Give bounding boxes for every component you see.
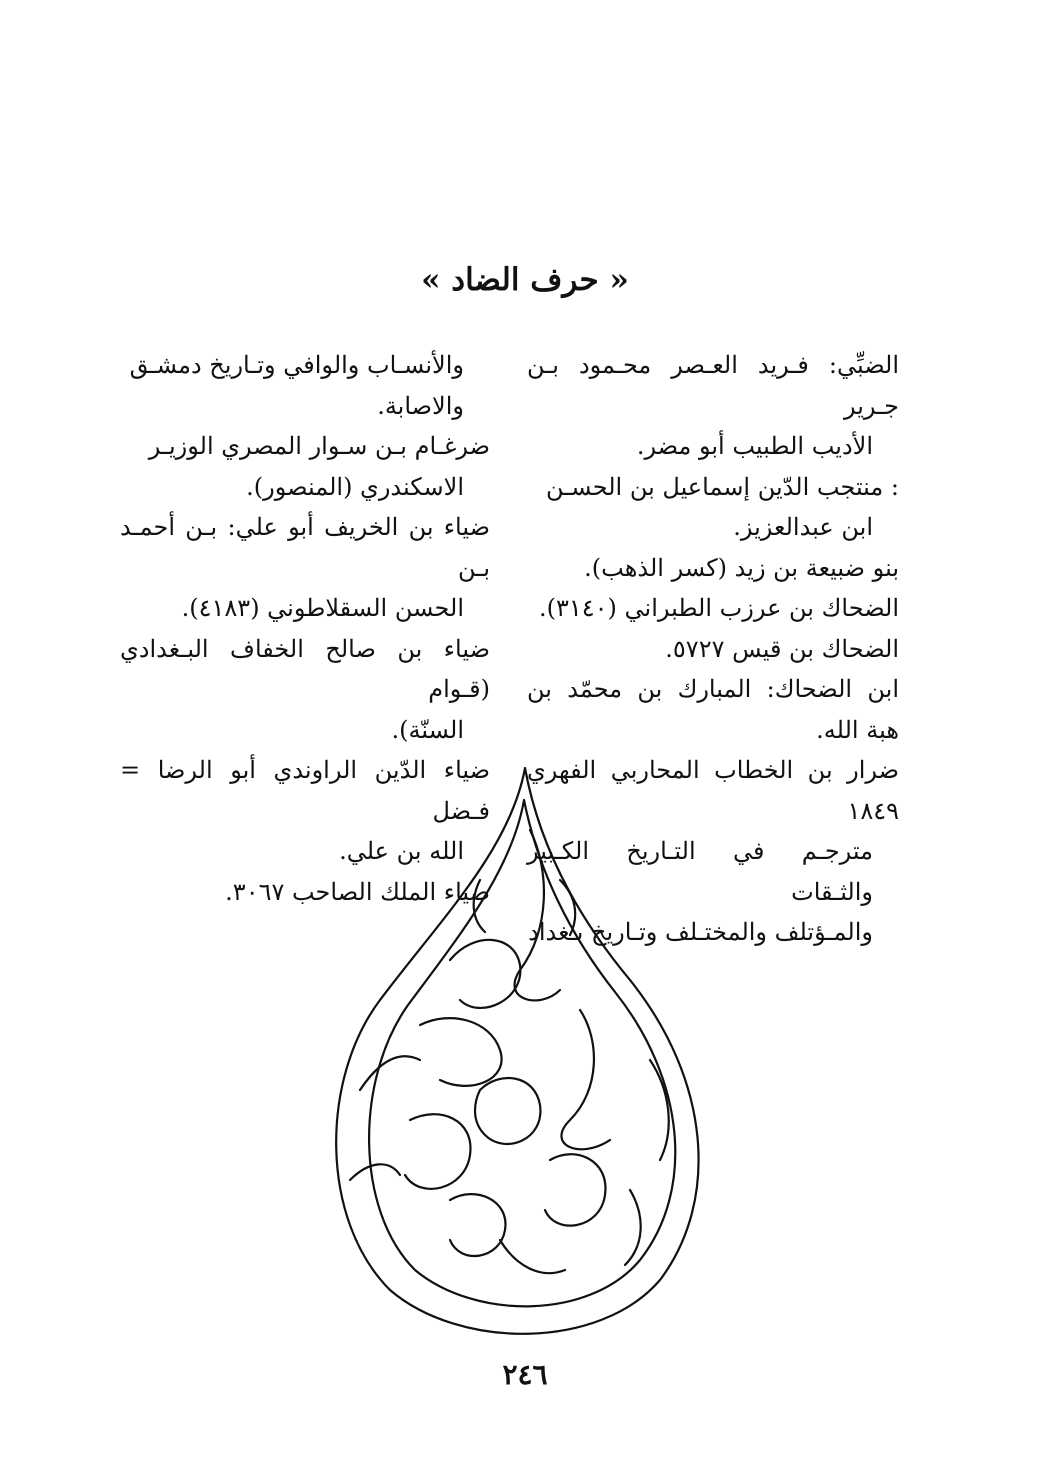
list-item (120, 507, 490, 629)
list-item (527, 669, 899, 750)
entry-text: ضياء بن الخريف أبو علي: بـن أحمـد بـن (120, 513, 490, 582)
entry-text: ضياء الدّين الراوندي أبو الرضا = فـضل (120, 756, 490, 825)
entry-continuation: والاصابة. (377, 391, 464, 420)
entry-continuation: مترجـم في التـاريخ الكـبير والثـقات (527, 837, 873, 906)
entry-text: الضبِّي: فـريد العـصر محـمود بـن جـرير (527, 351, 899, 420)
entry-continuation: والأنسـاب والوافي وتـاريخ دمشـق (129, 351, 464, 379)
list-item (527, 588, 899, 629)
entry-text: الضحاك بن قيس ٥٧٢٧. (665, 634, 899, 663)
entry-text: بنو ضبيعة بن زيد (كسر الذهب). (584, 553, 899, 582)
entry-text: ضرغـام بـن سـوار المصري الوزيـر (148, 432, 490, 460)
entry-continuation: السنّة). (391, 715, 464, 744)
list-item (527, 548, 899, 589)
page-title: « حرف الضاد » (421, 262, 629, 298)
entry-continuation: ابن عبدالعزيز. (733, 513, 873, 541)
entry-text: ضياء بن صالح الخفاف البـغدادي (قـوام (120, 634, 490, 703)
entry-text: الضحاك بن عرزب الطبراني (٣١٤٠). (538, 594, 899, 622)
list-item (527, 467, 899, 548)
entry-text: ضرار بن الخطاب المحاربي الفهري ١٨٤٩ (527, 756, 899, 825)
list-item (120, 629, 490, 751)
entry-text: ضياء الملك الصاحب ٣٠٦٧. (225, 877, 490, 906)
list-item (120, 386, 490, 427)
entry-continuation: الله بن علي. (339, 837, 464, 865)
list-item (120, 345, 490, 386)
entry-text: : منتجب الدّين إسماعيل بن الحسـن (546, 472, 899, 501)
entry-continuation: الاسكندري (المنصور). (246, 472, 464, 501)
entry-continuation: الحسن السقلاطوني (٤١٨٣). (181, 594, 464, 622)
list-item (527, 345, 899, 467)
entry-text: ابن الضحاك: المبارك بن محمّد بن هبة الله. (527, 675, 899, 744)
page-number: ٢٤٦ (502, 1358, 548, 1391)
entry-continuation: والمـؤتلف والمختـلف وتـاريخ بـغداد (528, 918, 873, 946)
entry-continuation: الأديب الطبيب أبو مضر. (636, 432, 873, 460)
list-item (120, 426, 490, 507)
calligraphy-ornament (300, 760, 730, 1340)
list-item (527, 629, 899, 670)
